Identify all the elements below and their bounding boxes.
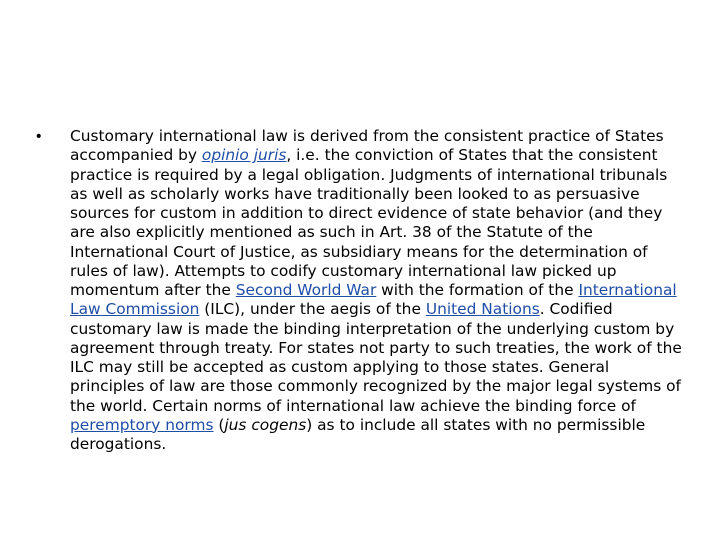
text-segment: ) as to include all states with no permissible derogations. bbox=[70, 415, 646, 453]
united-nations-link[interactable]: United Nations bbox=[425, 300, 540, 319]
bullet-icon: • bbox=[36, 128, 42, 145]
international-law-commission-link[interactable]: International Law Commission bbox=[70, 281, 677, 319]
text-segment: (ILC), under the aegis of the bbox=[199, 300, 426, 319]
body-paragraph bbox=[70, 127, 686, 454]
text-segment: , i.e. the conviction of States that the consistent practice is required by a legal obligation. Judgments of international tribunals as well as scholarly works have traditionally been looked to as persuasive sources for custom in addition to direct evidence of state behavior (and they are also explicitly mentioned as such in Art. 38 of the Statute of the International Court of Justice, as subsidiary means for the determination of rules of law). Attempts to codify customary international law picked up momentum after the bbox=[70, 146, 668, 299]
text-segment: ( bbox=[213, 415, 225, 434]
peremptory-norms-link[interactable]: peremptory norms bbox=[70, 415, 214, 434]
jus-cogens-term: jus cogens bbox=[224, 415, 307, 434]
second-world-war-link[interactable]: Second World War bbox=[235, 281, 377, 299]
opinio-juris-link[interactable]: opinio juris bbox=[201, 146, 287, 165]
bullet-item bbox=[36, 127, 686, 454]
text-segment: . Codified customary law is made the binding interpretation of the underlying custom by agreement through treaty. For states not party to such treaties, the work of the ILC may still be accepted as custom applying to those states. General principles of law are those commonly recognized by the major legal systems of the world. Certain norms of international law achieve the binding force of bbox=[70, 300, 682, 415]
text-segment: Customary international law is derived from the consistent practice of States accompanied by bbox=[70, 127, 664, 165]
text-segment: with the formation of the bbox=[376, 281, 579, 299]
